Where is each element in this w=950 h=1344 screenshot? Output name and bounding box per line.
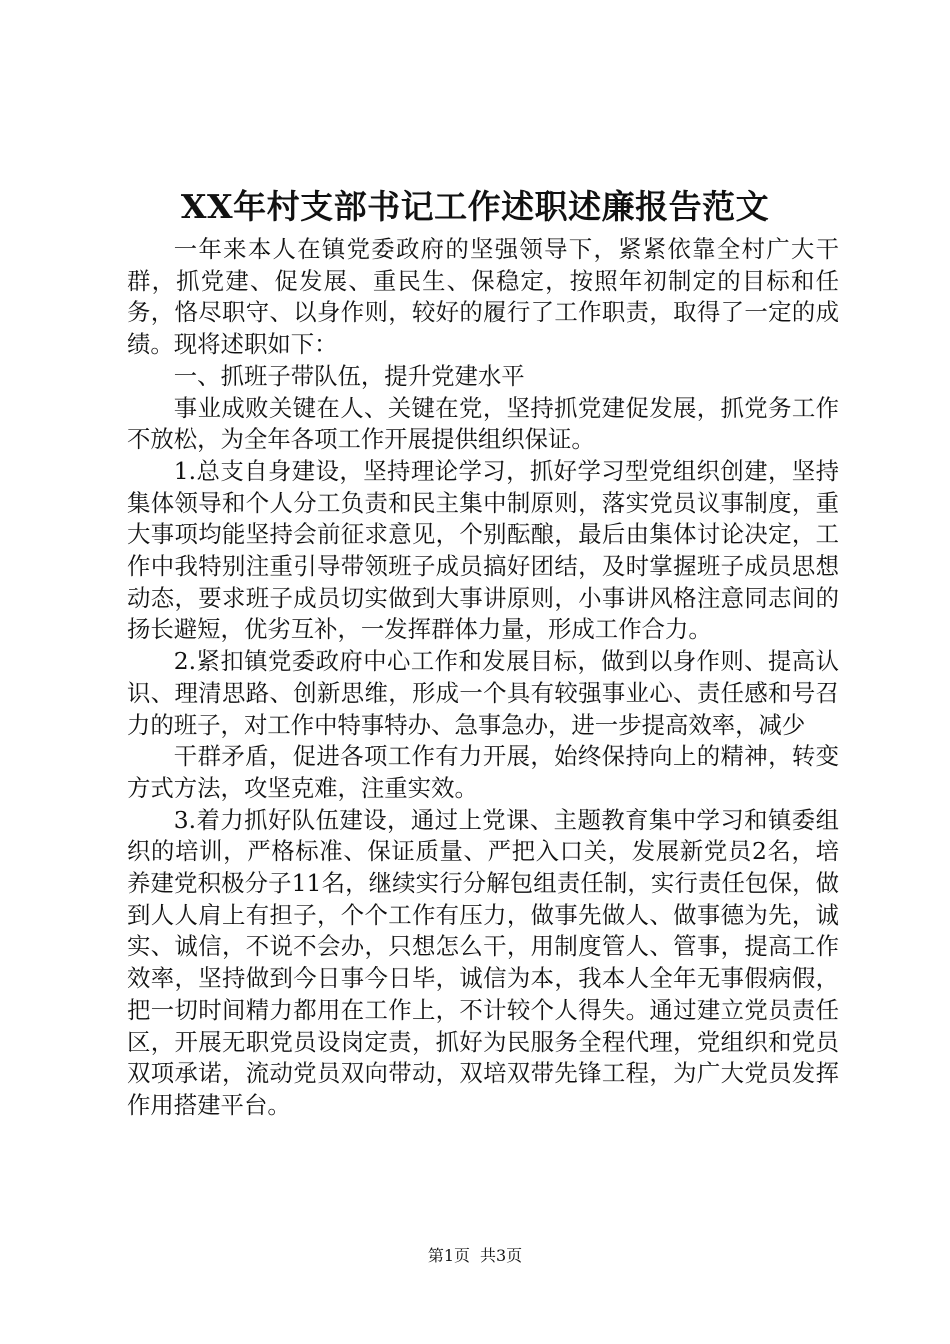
document-body	[127, 234, 839, 1122]
section-heading-1: 一、抓班子带队伍，提升党建水平	[173, 361, 525, 390]
page-footer	[0, 1244, 950, 1268]
page-number: 第1页	[427, 1246, 470, 1265]
paragraph-section-intro: 事业成败关键在人、关键在党，坚持抓党建促发展，抓党务工作不放松，为全年各项工作开展提供组织保证。	[127, 393, 839, 454]
paragraph-item-2-continued: 干群矛盾，促进各项工作有力开展，始终保持向上的精神，转变方式方法，攻坚克难，注重实效。	[127, 742, 839, 802]
paragraph-intro: 一年来本人在镇党委政府的坚强领导下，紧紧依靠全村广大干群，抓党建、促发展、重民生、保稳定，按照年初制定的目标和任务，恪尽职守、以身作则，较好的履行了工作职责，取得了一定的成绩。现将述职如下：	[127, 235, 839, 359]
paragraph-item-1: 1.总支自身建设，坚持理论学习，抓好学习型党组织创建，坚持集体领导和个人分工负责和民主集中制原则，落实党员议事制度，重大事项均能坚持会前征求意见，个别酝酿，最后由集体讨论决定，工作中我特别注重引导带领班子成员搞好团结，及时掌握班子成员思想动态，要求班子成员切实做到大事讲原则，小事讲风格注意同志间的扬长避短，优劣互补，一发挥群体力量，形成工作合力。	[127, 456, 839, 644]
document-title: XX年村支部书记工作述职述廉报告范文	[180, 187, 770, 226]
paragraph-item-2: 2.紧扣镇党委政府中心工作和发展目标，做到以身作则、提高认识、理清思路、创新思维，形成一个具有较强事业心、责任感和号召力的班子，对工作中特事特办、急事急办，进一步提高效率，减少	[127, 647, 839, 739]
page-total: 共3页	[480, 1246, 523, 1265]
paragraph-item-3: 3.着力抓好队伍建设，通过上党课、主题教育集中学习和镇委组织的培训，严格标准、保证质量、严把入口关，发展新党员2名，培养建党积极分子11名，继续实行分解包组责任制，实行责任包保，做到人人肩上有担子，个个工作有压力，做事先做人、做事德为先，诚实、诚信，不说不会办，只想怎么干，用制度管人、管事，提高工作效率，坚持做到今日事今日毕，诚信为本，我本人全年无事假病假，把一切时间精力都用在工作上，不计较个人得失。通过建立党员责任区，开展无职党员设岗定责，抓好为民服务全程代理，党组织和党员双项承诺，流动党员双向带动，双培双带先锋工程，为广大党员发挥作用搭建平台。	[127, 805, 839, 1119]
